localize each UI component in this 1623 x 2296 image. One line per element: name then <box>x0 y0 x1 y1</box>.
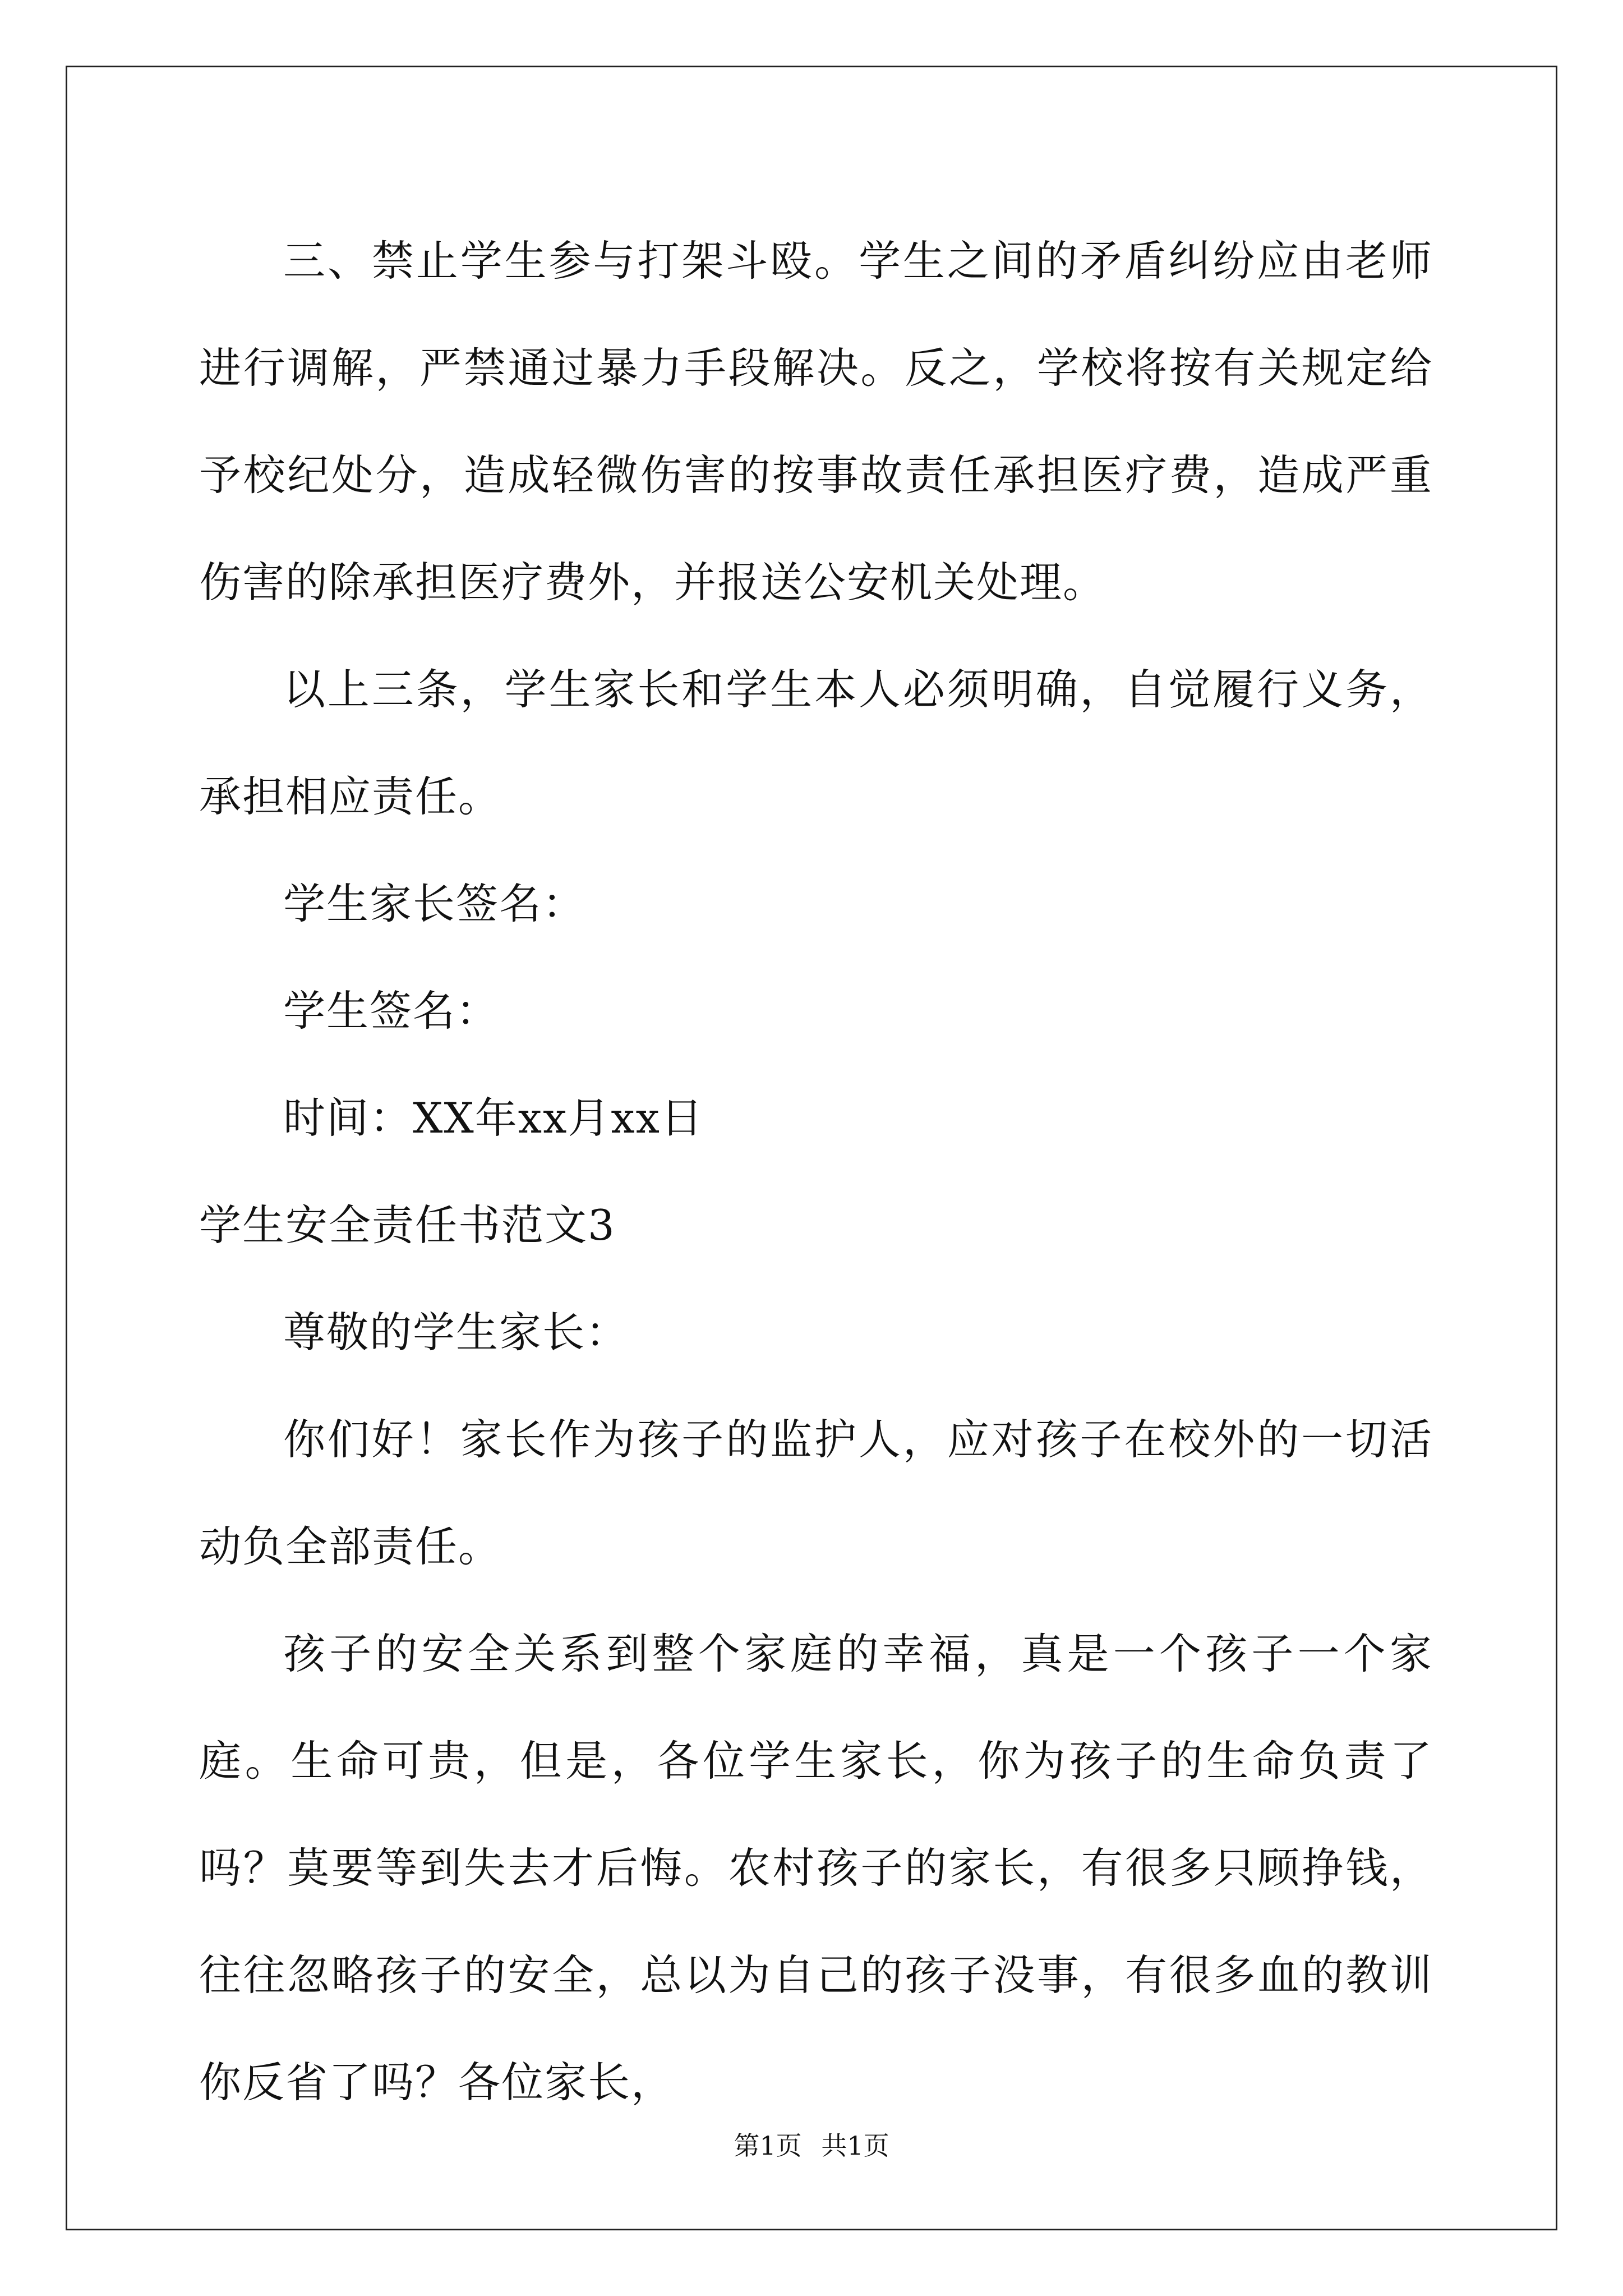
salutation: 尊敬的学生家长： <box>283 1308 629 1357</box>
page-number: 第1页 <box>734 2131 802 2161</box>
paragraph-summary: 以上三条，学生家长和学生本人必须明确，自觉履行义务，承担相应责任。 <box>199 665 1433 821</box>
page-footer <box>0 2129 1623 2162</box>
paragraph-rule-three: 三、禁止学生参与打架斗殴。学生之间的矛盾纠纷应由老师进行调解，严禁通过暴力手段解决。反之，学校将按有关规定给予校纪处分，造成轻微伤害的按事故责任承担医疗费，造成严重伤害的除承担医疗费外，并报送公安机关处理。 <box>199 236 1433 607</box>
page-count: 共1页 <box>821 2131 889 2161</box>
section-title: 学生安全责任书范文3 <box>199 1200 616 1250</box>
date-line: 时间：XX年xx月xx日 <box>283 1093 704 1143</box>
paragraph-greeting: 你们好！家长作为孩子的监护人，应对孩子在校外的一切活动负全部责任。 <box>199 1415 1433 1571</box>
student-signature-line: 学生签名： <box>283 986 500 1036</box>
parent-signature-line: 学生家长签名： <box>283 879 586 928</box>
document-body <box>199 208 1433 2136</box>
paragraph-safety: 孩子的安全关系到整个家庭的幸福，真是一个孩子一个家庭。生命可贵，但是，各位学生家长，你为孩子的生命负责了吗？莫要等到失去才后悔。农村孩子的家长，有很多只顾挣钱，往往忽略孩子的安全，总以为自己的孩子没事，有很多血的教训你反省了吗？各位家长， <box>199 1629 1433 2107</box>
